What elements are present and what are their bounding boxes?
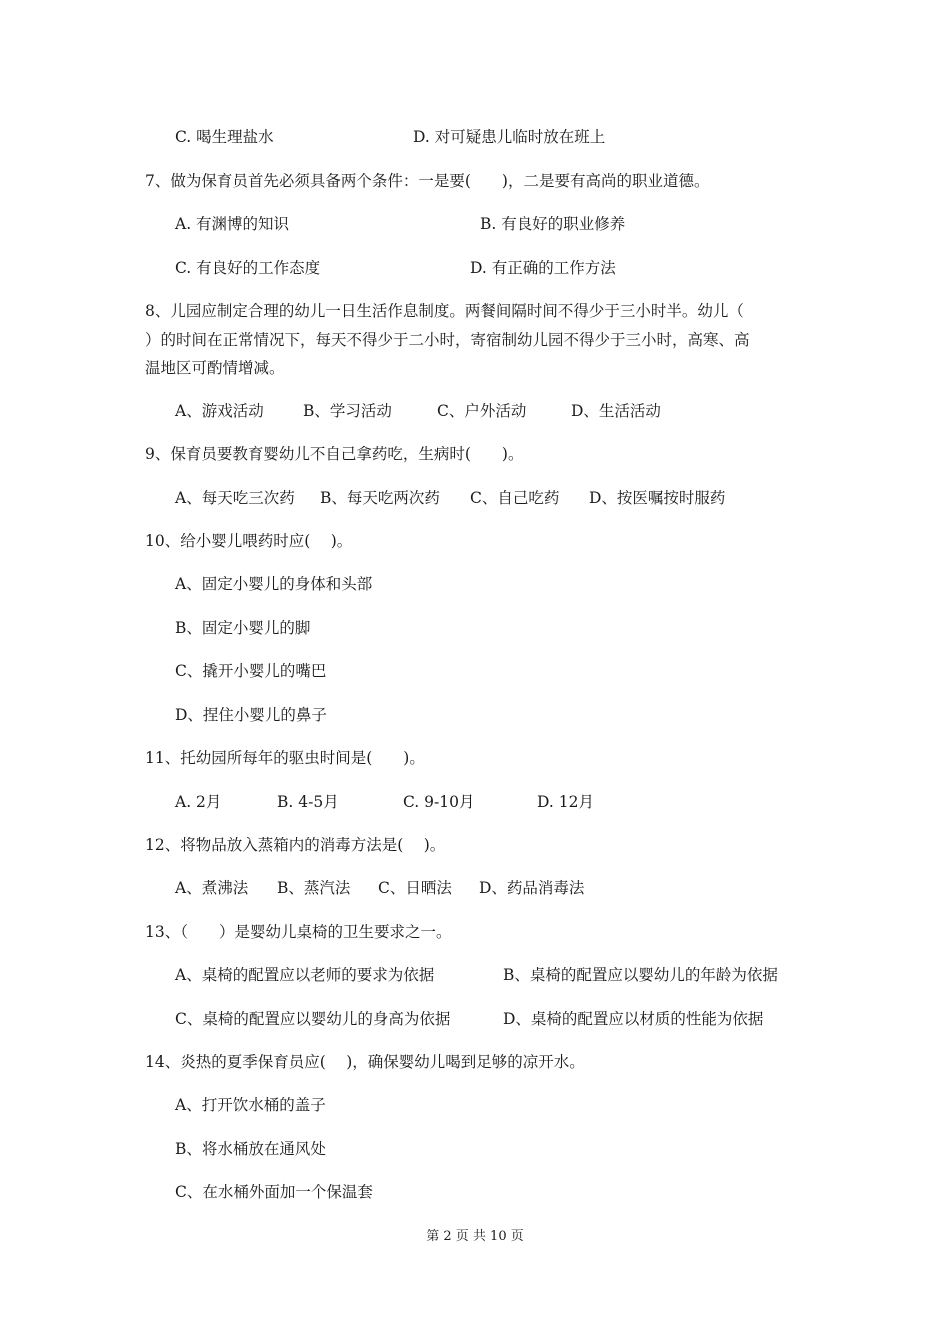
q14-option-a: A、打开饮水桶的盖子 [175,1096,326,1114]
q9-stem: 9、保育员要教育婴幼儿不自己拿药吃，生病时( )。 [145,445,524,463]
q9-option-c: C、自己吃药 [470,489,560,507]
q11-option-b: B. 4-5月 [277,793,339,811]
q14-stem: 14、炎热的夏季保育员应( )，确保婴幼儿喝到足够的凉开水。 [145,1053,585,1071]
q14-option-b: B、将水桶放在通风处 [175,1140,326,1158]
q8-stem-line-3: 温地区可酌情增减。 [145,359,285,377]
q13-option-d: D、桌椅的配置应以材质的性能为依据 [503,1010,764,1028]
q6-option-c: C. 喝生理盐水 [175,128,274,146]
q12-option-b: B、蒸汽法 [277,879,351,897]
q11-stem: 11、托幼园所每年的驱虫时间是( )。 [145,749,425,767]
q7-option-a: A. 有渊博的知识 [175,215,290,233]
q10-stem: 10、给小婴儿喂药时应( )。 [145,532,353,550]
page-number-footer: 第 2 页 共 10 页 [426,1229,524,1244]
q9-option-d: D、按医嘱按时服药 [589,489,726,507]
q10-option-c: C、撬开小婴儿的嘴巴 [175,662,327,680]
q8-option-d: D、生活活动 [571,402,661,420]
q11-option-c: C. 9-10月 [403,793,475,811]
q14-option-c: C、在水桶外面加一个保温套 [175,1183,373,1201]
q7-option-c: C. 有良好的工作态度 [175,259,321,277]
q10-option-d: D、捏住小婴儿的鼻子 [175,706,327,724]
q13-option-b: B、桌椅的配置应以婴幼儿的年龄为依据 [503,966,778,984]
q6-option-d: D. 对可疑患儿临时放在班上 [413,128,606,146]
q8-option-a: A、游戏活动 [175,402,264,420]
q11-option-a: A. 2月 [175,793,222,811]
q7-option-d: D. 有正确的工作方法 [470,259,616,277]
q11-option-d: D. 12月 [537,793,594,811]
q13-option-c: C、桌椅的配置应以婴幼儿的身高为依据 [175,1010,451,1028]
q12-option-d: D、药品消毒法 [479,879,585,897]
q12-option-c: C、日晒法 [378,879,452,897]
q10-option-b: B、固定小婴儿的脚 [175,619,311,637]
q8-stem-line-2: ）的时间在正常情况下，每天不得少于二小时，寄宿制幼儿园不得少于三小时，高寒、高 [145,331,750,349]
q13-stem: 13、（ ）是婴幼儿桌椅的卫生要求之一。 [145,923,452,941]
q8-stem-line-1: 8、儿园应制定合理的幼儿一日生活作息制度。两餐间隔时间不得少于三小时半。幼儿（ [145,302,744,320]
q8-option-b: B、学习活动 [303,402,392,420]
q7-stem: 7、做为保育员首先必须具备两个条件：一是要( )，二是要有高尚的职业道德。 [145,172,710,190]
q12-stem: 12、将物品放入蒸箱内的消毒方法是( )。 [145,836,446,854]
q13-option-a: A、桌椅的配置应以老师的要求为依据 [175,966,435,984]
q9-option-b: B、每天吃两次药 [320,489,440,507]
q9-option-a: A、每天吃三次药 [175,489,295,507]
q7-option-b: B. 有良好的职业修养 [480,215,626,233]
q8-option-c: C、户外活动 [437,402,527,420]
q10-option-a: A、固定小婴儿的身体和头部 [175,575,373,593]
q12-option-a: A、煮沸法 [175,879,249,897]
